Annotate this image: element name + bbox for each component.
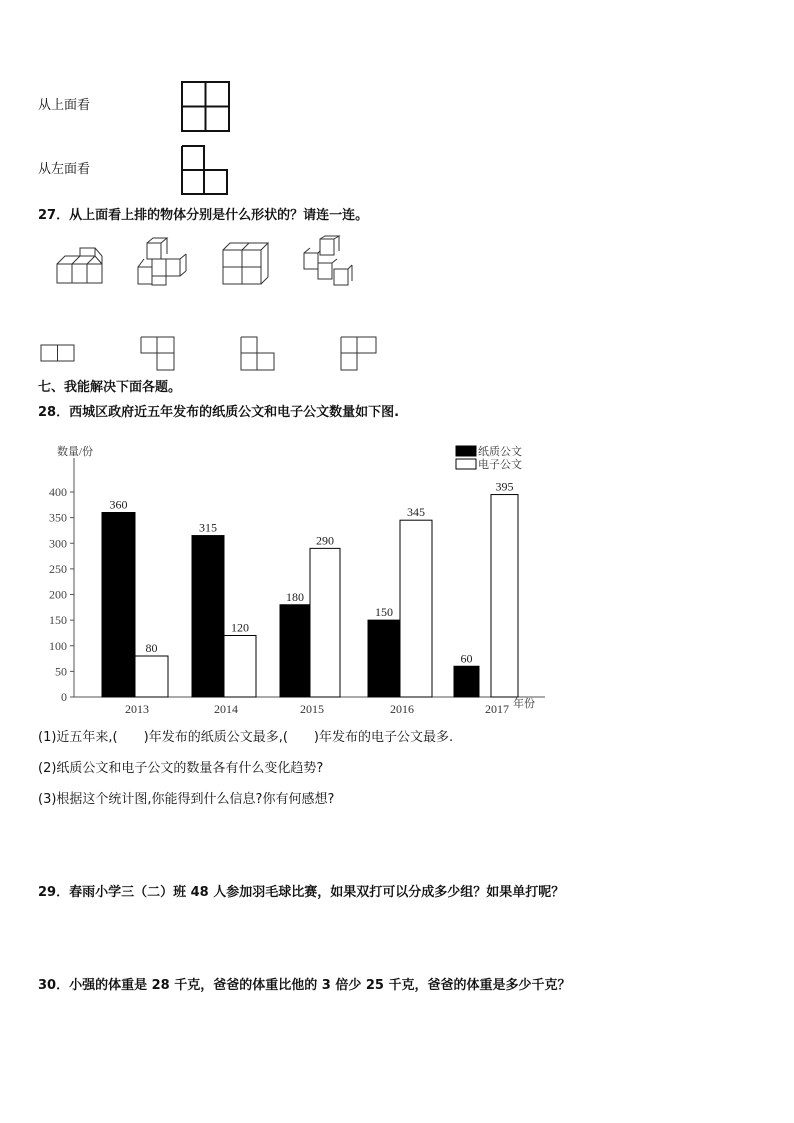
bar-paper-2013: [102, 513, 135, 698]
question-28-part-3: (3)根据这个统计图,你能得到什么信息?你有何感想?: [38, 792, 335, 807]
legend-swatch-1: [456, 459, 476, 469]
bar-value-label: 180: [286, 589, 304, 604]
y-tick-label: 0: [61, 690, 67, 704]
bar-value-label: 345: [407, 505, 425, 520]
x-tick-label: 2013: [125, 702, 149, 716]
question-30: 30．小强的体重是 28 千克，爸爸的体重比他的 3 倍少 25 千克，爸爸的体重是多少千克？: [38, 978, 571, 993]
view-from-left-label: 从左面看: [38, 162, 91, 177]
view-from-top-label: 从上面看: [38, 98, 91, 113]
question-28-part-1: (1)近五年来,( )年发布的纸质公文最多,( )年发布的电子公文最多.: [38, 730, 454, 745]
cube-figure-2: [135, 237, 190, 289]
bar-paper-2015: [280, 605, 310, 697]
bar-value-label: 290: [316, 533, 334, 548]
y-tick-label: 300: [49, 536, 67, 551]
cube-figure-3: [220, 240, 272, 288]
top-view-option-1[interactable]: [40, 344, 76, 362]
y-axis-label: 数量/份: [57, 446, 94, 458]
top-view-grid-figure: [180, 80, 232, 134]
top-view-option-3[interactable]: [240, 336, 276, 372]
legend-label-1: 电子公文: [478, 459, 522, 471]
y-tick-label: 350: [49, 510, 67, 525]
bar-electronic-2016: [400, 520, 432, 697]
x-tick-label: 2014: [214, 702, 238, 716]
bar-electronic-2017: [491, 495, 518, 697]
question-29: 29．春雨小学三（二）班 48 人参加羽毛球比赛，如果双打可以分成多少组？如果单打呢？: [38, 885, 565, 900]
y-tick-label: 150: [49, 613, 67, 628]
top-view-option-2[interactable]: [140, 336, 176, 372]
legend-label-0: 纸质公文: [478, 446, 522, 458]
bar-value-label: 395: [495, 479, 514, 494]
bar-electronic-2015: [310, 548, 340, 697]
bar-value-label: 80: [145, 641, 158, 655]
y-tick-label: 250: [49, 561, 67, 576]
x-tick-label: 2015: [300, 702, 324, 716]
bar-value-label: 120: [231, 620, 249, 635]
question-28-part-2: (2)纸质公文和电子公文的数量各有什么变化趋势?: [38, 761, 324, 776]
document-chart: [40, 438, 550, 718]
y-tick-label: 200: [49, 587, 67, 602]
bar-value-label: 360: [109, 497, 128, 512]
bar-value-label: 60: [460, 651, 473, 666]
x-tick-label: 2017: [485, 702, 509, 716]
cube-figure-1: [55, 245, 107, 287]
bar-paper-2014: [192, 536, 224, 697]
y-tick-label: 100: [49, 638, 67, 653]
legend-swatch-0: [456, 446, 476, 456]
cube-figure-4: [300, 235, 354, 289]
top-view-option-4[interactable]: [340, 336, 378, 372]
question-27: 27．从上面看上排的物体分别是什么形状的？请连一连。: [38, 208, 369, 223]
bar-paper-2017: [454, 666, 479, 697]
left-view-figure: [180, 144, 230, 196]
bar-value-label: 150: [375, 605, 393, 620]
x-axis-label: 年份: [513, 698, 535, 710]
x-tick-label: 2016: [390, 702, 414, 716]
question-28: 28．西城区政府近五年发布的纸质公文和电子公文数量如下图.: [38, 405, 400, 420]
bar-value-label: 315: [199, 520, 217, 535]
bar-electronic-2014: [224, 636, 256, 698]
y-tick-label: 400: [49, 485, 67, 499]
bar-electronic-2013: [135, 656, 168, 697]
bar-paper-2016: [368, 620, 400, 697]
y-tick-label: 50: [55, 664, 67, 679]
section-7-title: 七、我能解决下面各题。: [38, 380, 182, 395]
